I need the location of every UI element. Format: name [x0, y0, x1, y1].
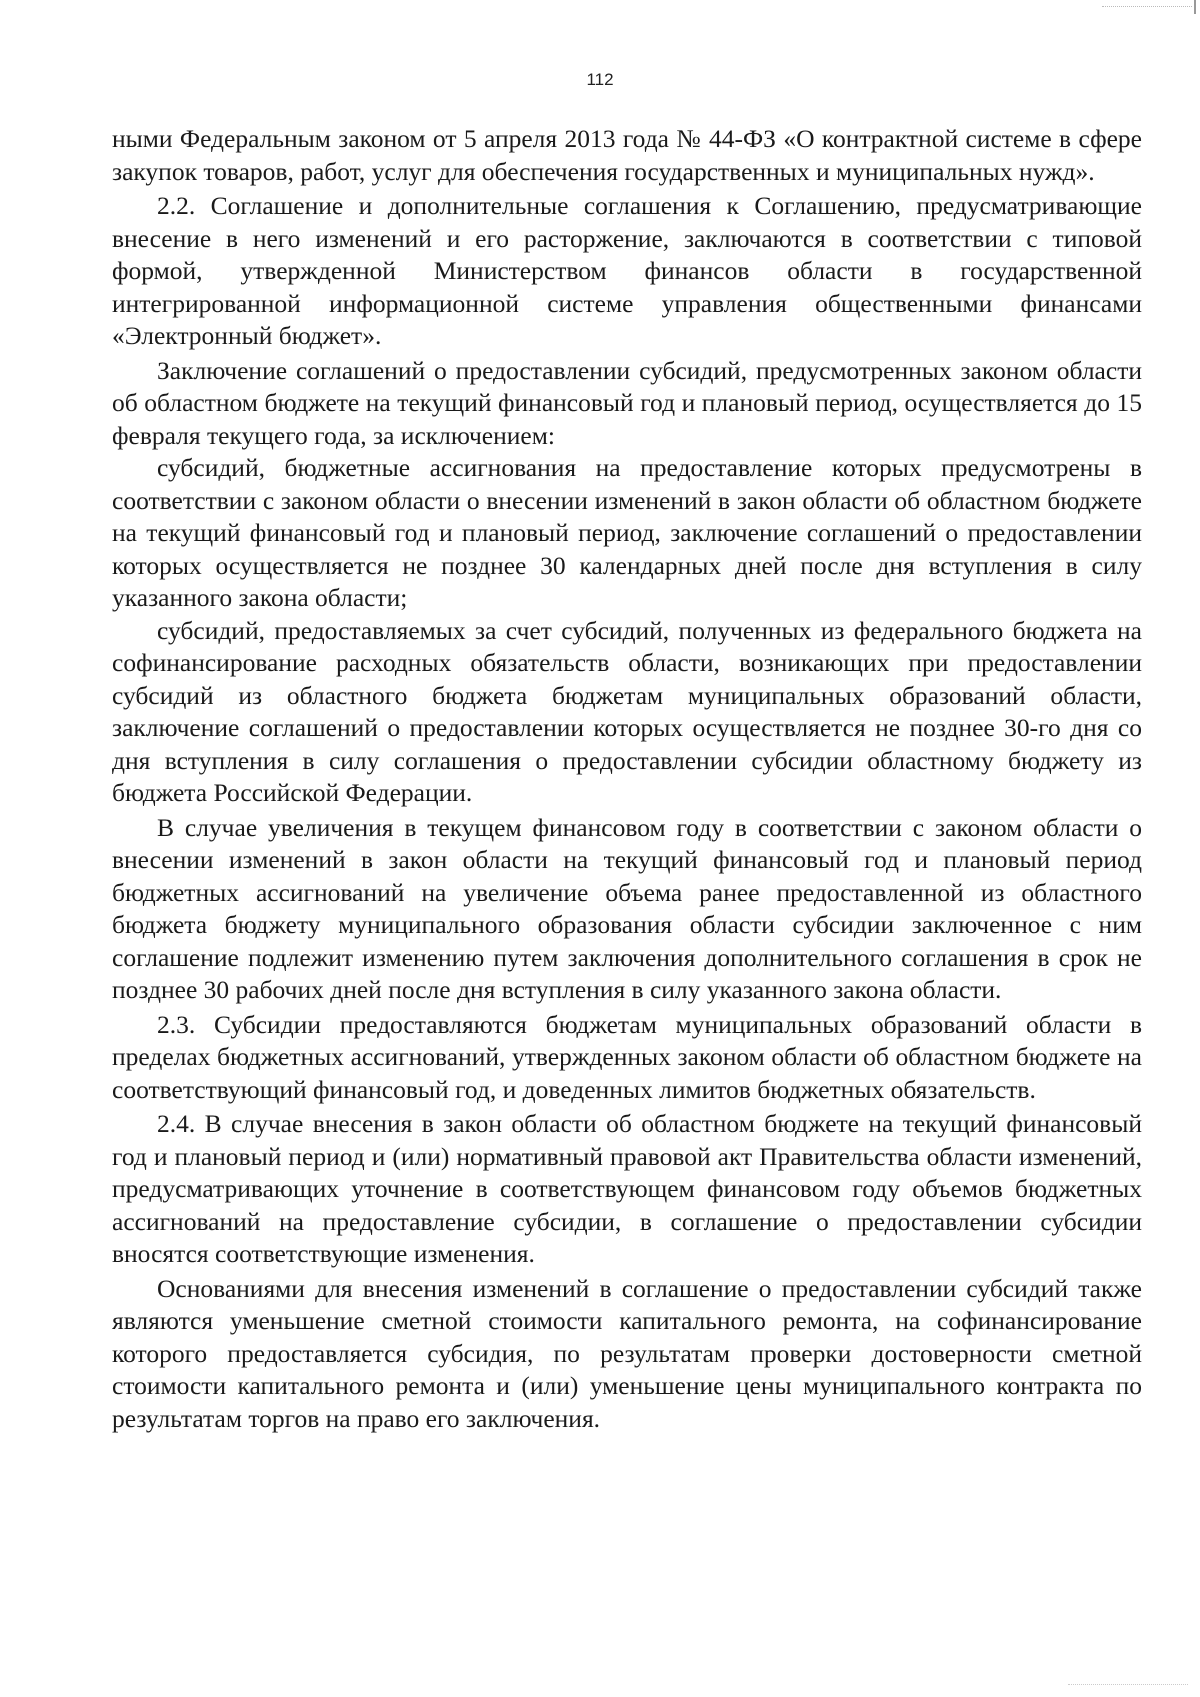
paragraph-continuation: ными Федеральным законом от 5 апреля 2013 года № 44-ФЗ «О контрактной системе в сфере закупок товаров, работ, услуг для обеспечения государственных и муниципальных нужд». — [112, 124, 1142, 186]
paragraph-exception-2: субсидий, предоставляемых за счет субсидий, полученных из федерального бюджета на софинансирование расходных обязательств области, возникающих при предоставлении субсидий из областного бюджета бюджетам муниципальных образований области, заключение соглашений о предоставлении которых осуществляется не позднее 30-го дня со дня вступления в силу соглашения о предоставлении субсидии областному бюджету из бюджета Российской Федерации. — [112, 615, 1142, 807]
paragraph-clause-2-3: 2.3. Субсидии предоставляются бюджетам муниципальных образований области в пределах бюджетных ассигнований, утвержденных законом области об областном бюджете на соответствующий финансовый год, и доведенных лимитов бюджетных обязательств. — [112, 1009, 1142, 1104]
page-number: 112 — [586, 70, 614, 89]
scan-artifact — [1068, 1684, 1188, 1693]
scan-artifact — [1102, 0, 1192, 7]
paragraph-clause-2-2: 2.2. Соглашение и дополнительные соглашения к Соглашению, предусматривающие внесение в него изменений и его расторжение, заключаются в соответствии с типовой формой, утвержденной Министерством финансов области в государственной интегрированной информационной системе управления общественными финансами «Электронный бюджет». — [112, 191, 1142, 350]
paragraph-clause-2-4: 2.4. В случае внесения в закон области об областном бюджете на текущий финансовый год и плановый период и (или) нормативный правовой акт Правительства области изменений, предусматривающих уточнение в соответствующем финансовом году объемов бюджетных ассигнований на предоставление субсидии, в соглашение о предоставлении субсидии вносятся соответствующие изменения. — [112, 1109, 1142, 1268]
paragraph-subsidy-increase: В случае увеличения в текущем финансовом году в соответствии с законом области о внесении изменений в закон области на текущий финансовый год и плановый период бюджетных ассигнований на увеличение объема ранее предоставленной из областного бюджета бюджету муниципального образования области субсидии заключенное с ним соглашение подлежит изменению путем заключения дополнительного соглашения в срок не позднее 30 рабочих дней после дня вступления в силу указанного закона области. — [112, 812, 1142, 1004]
paragraph-exception-1: субсидий, бюджетные ассигнования на предоставление которых предусмотрены в соответствии с законом области о внесении изменений в закон области об областном бюджете на текущий финансовый год и плановый период, заключение соглашений о предоставлении которых осуществляется не позднее 30 календарных дней после дня вступления в силу указанного закона области; — [112, 453, 1142, 612]
paragraph-agreement-deadline: Заключение соглашений о предоставлении субсидий, предусмотренных законом области об областном бюджете на текущий финансовый год и плановый период, осуществляется до 15 февраля текущего года, за исключением: — [112, 355, 1142, 450]
scan-artifact — [1194, 0, 1196, 14]
paragraph-amendment-grounds: Основаниями для внесения изменений в соглашение о предоставлении субсидий также являются уменьшение сметной стоимости капитального ремонта, на софинансирование которого предоставляется субсидия, по результатам проверки достоверности сметной стоимости капитального ремонта и (или) уменьшение цены муниципального контракта по результатам торгов на право его заключения. — [112, 1273, 1142, 1433]
document-body — [112, 123, 1142, 1435]
